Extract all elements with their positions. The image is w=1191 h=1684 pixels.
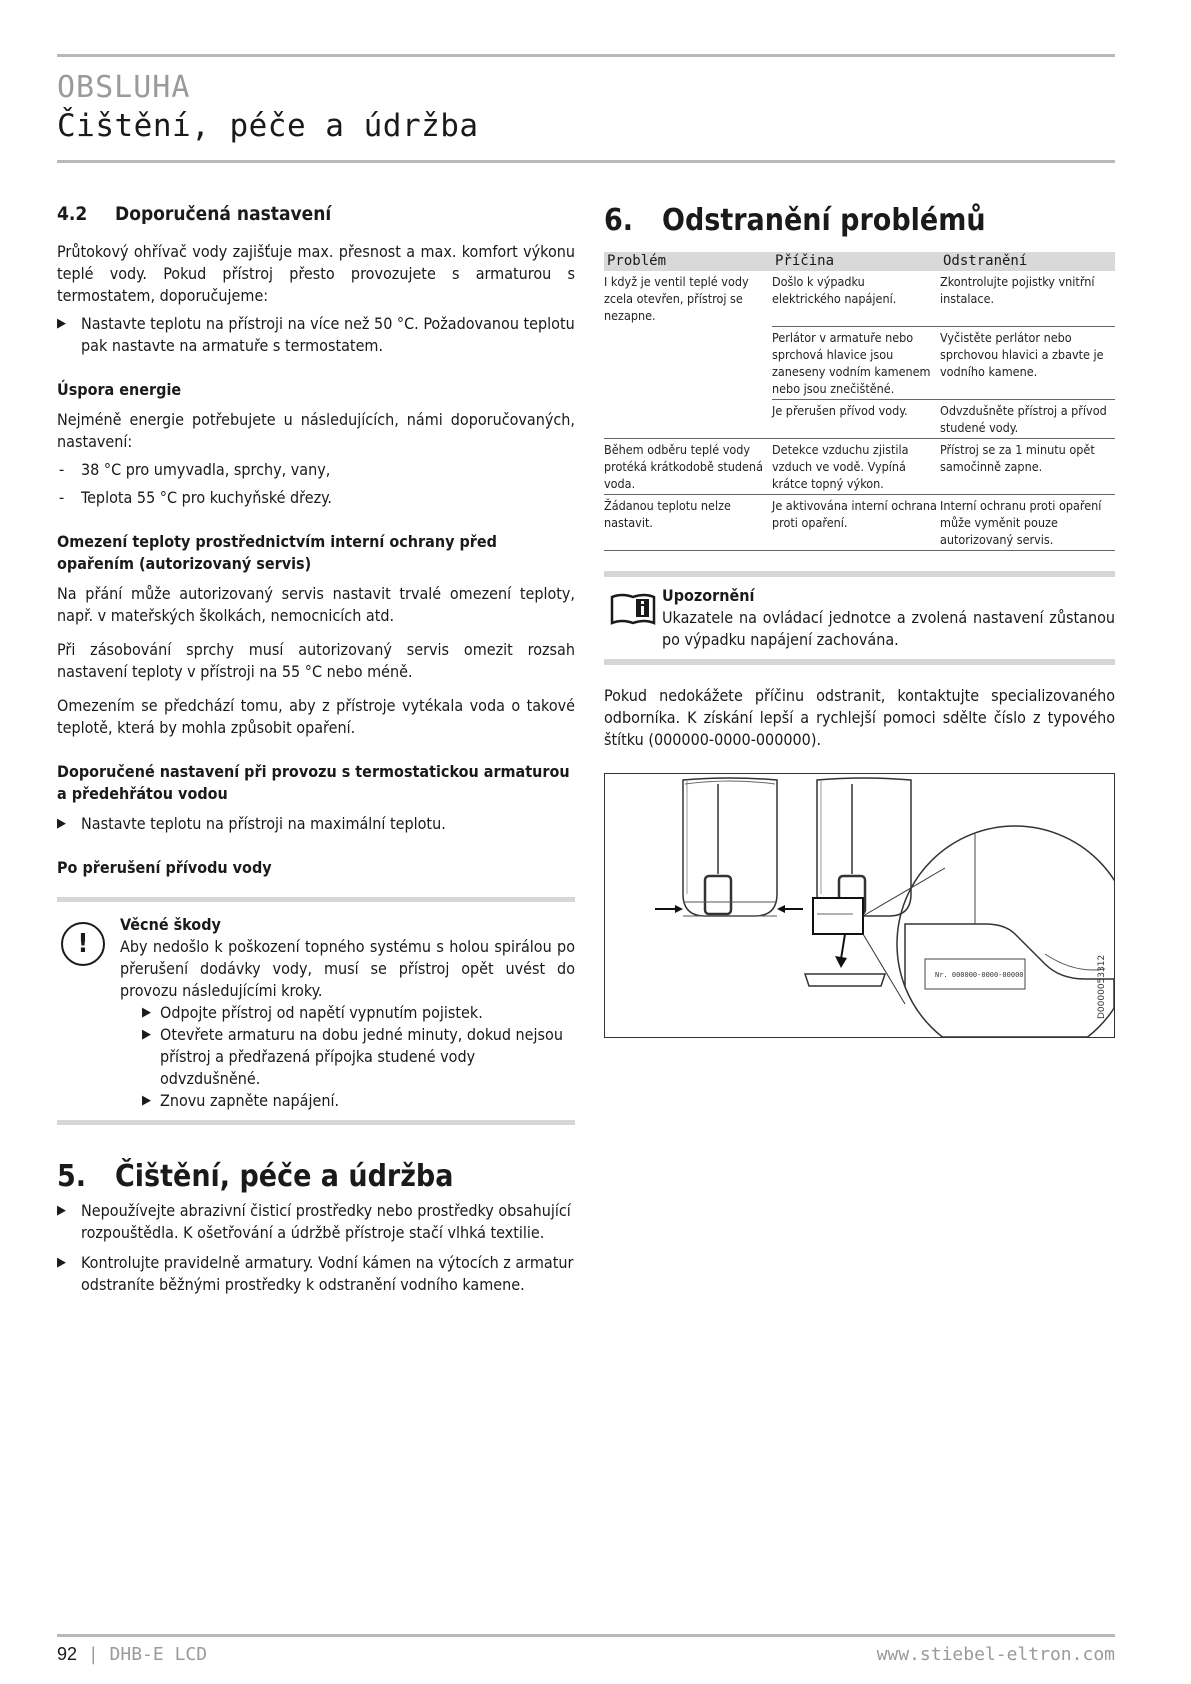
- instruction-item: ▶ Kontrolujte pravidelně armatury. Vodní kámen na výtocích z armatur odstraníte běžnými prostředky k odstranění vodního kamene.: [57, 1253, 574, 1294]
- table-row: Perlátor v armatuře nebo sprchová hlavice jsou zaneseny vodním kamenem nebo jsou znečištěné. Vyčistěte perlátor nebo sprchovou hlavici a zbavte je vodního kamene.: [604, 326, 1115, 399]
- footer-rule: [57, 1634, 1115, 1637]
- section-title: Doporučená nastavení: [115, 203, 332, 225]
- list-item: - Teplota 55 °C pro kuchyňské dřezy.: [59, 488, 332, 507]
- page-title: Čištění, péče a údržba: [57, 108, 479, 144]
- instruction-item: ▶ Nastavte teplotu na přístroji na více než 50 °C. Požadovanou teplotu pak nastavte na armatuře s termostatem.: [57, 314, 575, 355]
- note-box: [604, 571, 1115, 665]
- warning-step: ▶ Znovu zapněte napájení.: [142, 1091, 340, 1110]
- table-row: I když je ventil teplé vody zcela otevřen, přístroj se nezapne. Došlo k výpadku elektrického napájení. Zkontrolujte pojistky vnitřní instalace.: [604, 271, 1115, 326]
- instruction-item: ▶ Nepoužívejte abrazivní čisticí prostředky nebo prostředky obsahující rozpouštědla. K ošetřování a údržbě přístroje stačí vlhká textilie.: [57, 1201, 571, 1242]
- type-plate-figure: [604, 773, 1115, 1038]
- table-row: Je přerušen přívod vody. Odvzdušněte přístroj a přívod studené vody.: [604, 399, 1115, 438]
- energy-heading: Úspora energie: [57, 380, 182, 399]
- limit-heading: Omezení teploty prostřednictvím interní ochrany před opařením (autorizovaný servis): [57, 532, 497, 573]
- footer-left: 92 | DHB-E LCD: [57, 1644, 208, 1665]
- warning-step: ▶ Odpojte přístroj od napětí vypnutím pojistek.: [142, 1003, 483, 1022]
- warning-text: Aby nedošlo k poškození topného systému s holou spirálou po přerušení dodávky vody, musí se přístroj opět uvést do provozu následujícími kroky.: [120, 937, 575, 1000]
- note-title: Upozornění: [662, 585, 755, 605]
- note-text: Ukazatele na ovládací jednotce a zvolená nastavení zůstanou po výpadku napájení zachována.: [662, 607, 1115, 649]
- table-row: Žádanou teplotu nelze nastavit. Je aktivována interní ochrana proti opaření. Interní ochranu proti opaření může vyměnit pouze autorizovaný servis.: [604, 494, 1115, 550]
- left-column: [57, 203, 575, 1296]
- website-url: www.stiebel-eltron.com: [876, 1644, 1115, 1665]
- energy-paragraph: Nejméně energie potřebujete u následujících, námi doporučovaných, nastavení:: [57, 410, 575, 451]
- figure-code: D0000053312: [1097, 954, 1107, 1019]
- limit-paragraph-1: Na přání může autorizovaný servis nastavit trvalé omezení teploty, např. v mateřských školkách, nemocnicích atd.: [57, 584, 575, 625]
- triangle-bullet-icon: ▶: [57, 1203, 66, 1218]
- info-book-icon: [610, 591, 656, 627]
- instruction-item: ▶ Nastavte teplotu na přístroji na maximální teplotu.: [57, 814, 446, 833]
- table-header: Příčina: [772, 252, 940, 271]
- interrupt-heading: Po přerušení přívodu vody: [57, 858, 272, 877]
- triangle-bullet-icon: ▶: [57, 1255, 66, 1270]
- page-number: 92: [57, 1644, 78, 1664]
- table-header: Problém: [604, 252, 772, 271]
- contact-paragraph: Pokud nedokážete příčinu odstranit, kontaktujte specializovaného odborníka. K získání lepší a rychlejší pomoci sdělte číslo z typového štítku (000000-0000-000000).: [604, 685, 1115, 749]
- triangle-bullet-icon: ▶: [57, 816, 66, 831]
- section-number: 4.2: [57, 203, 88, 225]
- warning-box: [57, 897, 575, 1125]
- list-item: - 38 °C pro umyvadla, sprchy, vany,: [59, 460, 331, 479]
- table-header: Odstranění: [940, 252, 1115, 271]
- header-bottom-rule: [57, 160, 1115, 163]
- troubleshooting-table: [604, 252, 1115, 551]
- section-5-heading: 5. Čištění, péče a údržba: [57, 1159, 454, 1194]
- right-column: [604, 203, 1115, 1038]
- intro-paragraph: Průtokový ohřívač vody zajišťuje max. přesnost a max. komfort výkonu teplé vody. Pokud přístroj přesto provozujete s armaturou s termostatem, doporučujeme:: [57, 242, 575, 305]
- section-4-2-heading: [57, 203, 575, 225]
- limit-paragraph-3: Omezením se předchází tomu, aby z přístroje vytékala voda o takové teplotě, která by mohla způsobit opaření.: [57, 696, 575, 737]
- triangle-bullet-icon: ▶: [142, 1027, 151, 1042]
- product-name: DHB-E LCD: [109, 1644, 208, 1665]
- limit-paragraph-2: Při zásobování sprchy musí autorizovaný servis omezit rozsah nastavení teploty v přístroji na 55 °C nebo méně.: [57, 640, 575, 681]
- device-illustration: [605, 774, 1114, 1037]
- triangle-bullet-icon: ▶: [142, 1093, 151, 1108]
- header-top-rule: [57, 54, 1115, 57]
- exclamation-warning-icon: !: [61, 922, 105, 966]
- section-category: OBSLUHA: [57, 70, 191, 105]
- type-plate-label: Nr. 000000-0000-00000: [935, 970, 1024, 979]
- warning-title: Věcné škody: [120, 915, 221, 934]
- table-row: Během odběru teplé vody protéká krátkodobě studená voda. Detekce vzduchu zjistila vzduch ve vodě. Vypíná krátce topný výkon. Přístroj se za 1 minutu opět samočinně zapne.: [604, 438, 1115, 494]
- warning-step: ▶ Otevřete armaturu na dobu jedné minuty, dokud nejsou přístroj a předřazená přípojka studené vody odvzdušněné.: [142, 1025, 563, 1088]
- thermo-heading: Doporučené nastavení při provozu s termostatickou armaturou a předehřátou vodou: [57, 762, 570, 803]
- section-6-heading: 6. Odstranění problémů: [604, 203, 986, 238]
- triangle-bullet-icon: ▶: [142, 1005, 151, 1020]
- triangle-bullet-icon: ▶: [57, 316, 66, 331]
